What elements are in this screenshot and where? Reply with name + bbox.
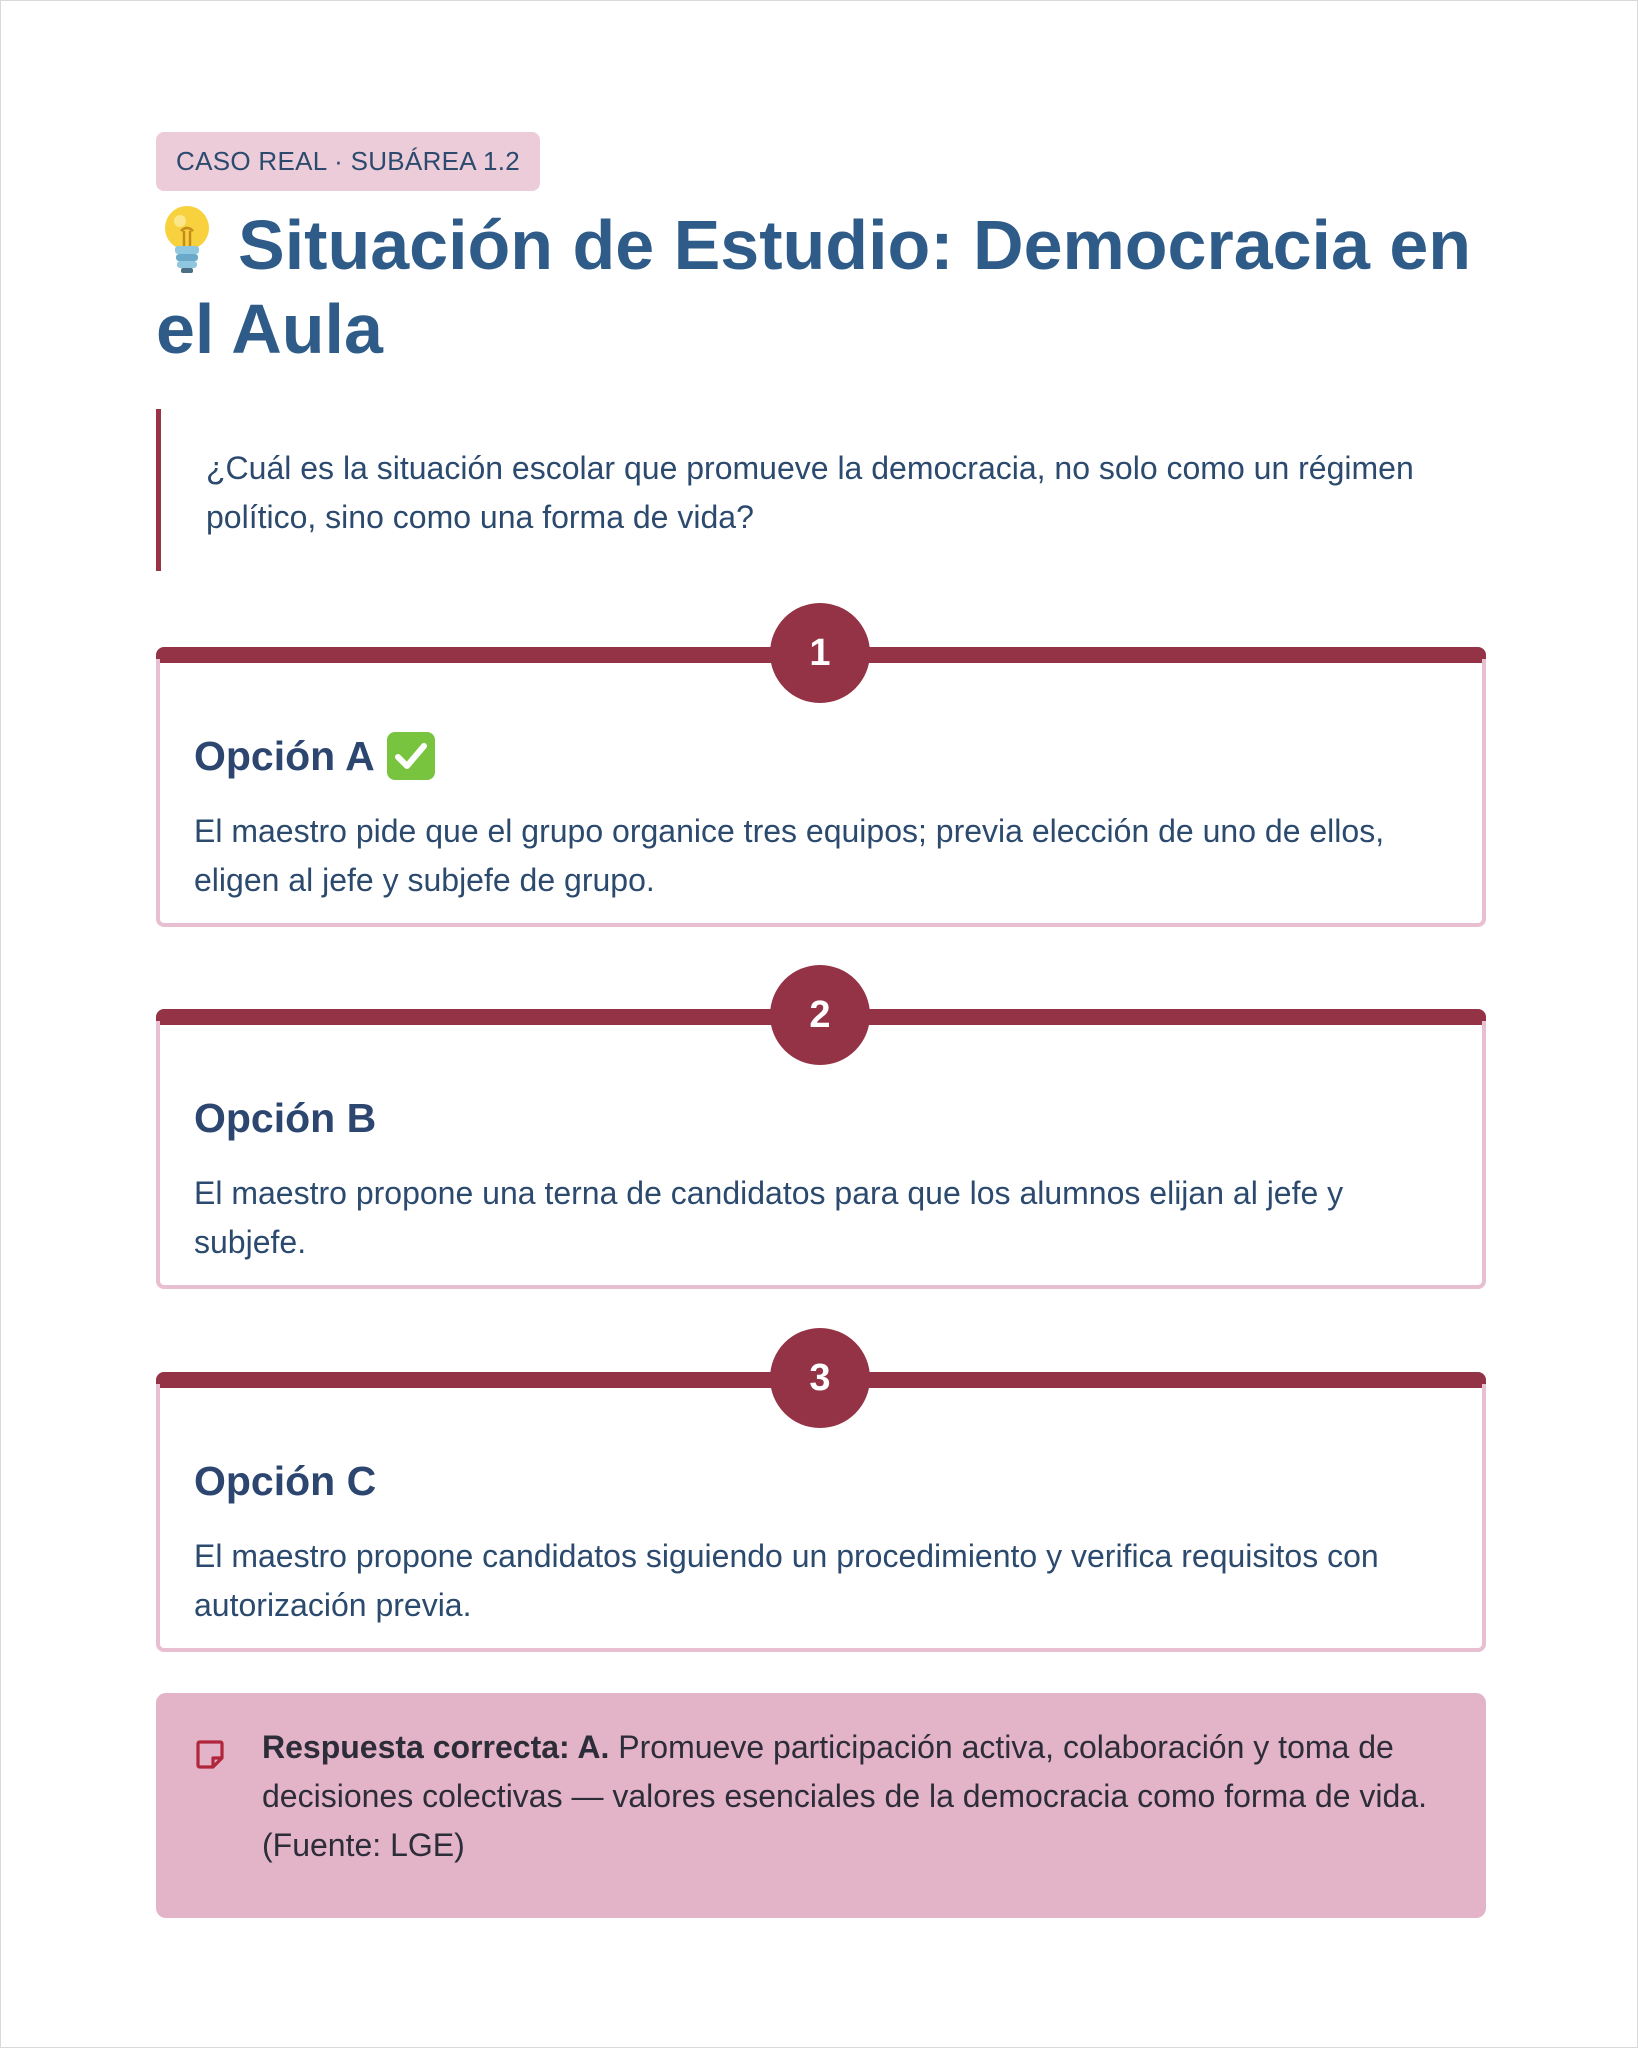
- option-title: Opción C: [194, 1458, 377, 1504]
- lightbulb-icon: [156, 201, 218, 275]
- option-card-a[interactable]: [156, 631, 1486, 927]
- option-description: El maestro propone una terna de candidatos para que los alumnos elijan al jefe y subjefe.: [194, 1175, 1344, 1260]
- option-title-text: Opción A: [194, 733, 375, 779]
- note-icon: [194, 1739, 226, 1771]
- option-number-badge: 3: [770, 1328, 870, 1428]
- page-title: [156, 201, 1486, 371]
- page-title-text: Situación de Estudio: Democracia en el Aula: [156, 206, 1472, 368]
- option-number-badge: 2: [770, 965, 870, 1065]
- category-tag: CASO REAL · SUBÁREA 1.2: [156, 132, 540, 191]
- question-quote: ¿Cuál es la situación escolar que promueve la democracia, no solo como un régimen político, sino como una forma de vida?: [156, 409, 1486, 571]
- answer-explanation: Promueve participación activa, colaboración y toma de decisiones colectivas — valores esenciales de la democracia como forma de vida. (Fuente: LGE): [262, 1729, 1427, 1863]
- option-card-b[interactable]: [156, 993, 1486, 1289]
- option-title: Opción B: [194, 1095, 377, 1141]
- option-description: El maestro pide que el grupo organice tres equipos; previa elección de uno de ellos, eligen al jefe y subjefe de grupo.: [194, 813, 1385, 898]
- answer-text: [262, 1723, 1452, 1870]
- option-description: El maestro propone candidatos siguiendo un procedimiento y verifica requisitos con autorización previa.: [194, 1538, 1379, 1623]
- option-title: [194, 731, 435, 781]
- option-card-c[interactable]: [156, 1356, 1486, 1652]
- check-mark-icon: [387, 732, 435, 780]
- answer-lead: Respuesta correcta: A.: [262, 1729, 610, 1765]
- option-number-badge: 1: [770, 603, 870, 703]
- answer-box: [156, 1693, 1486, 1918]
